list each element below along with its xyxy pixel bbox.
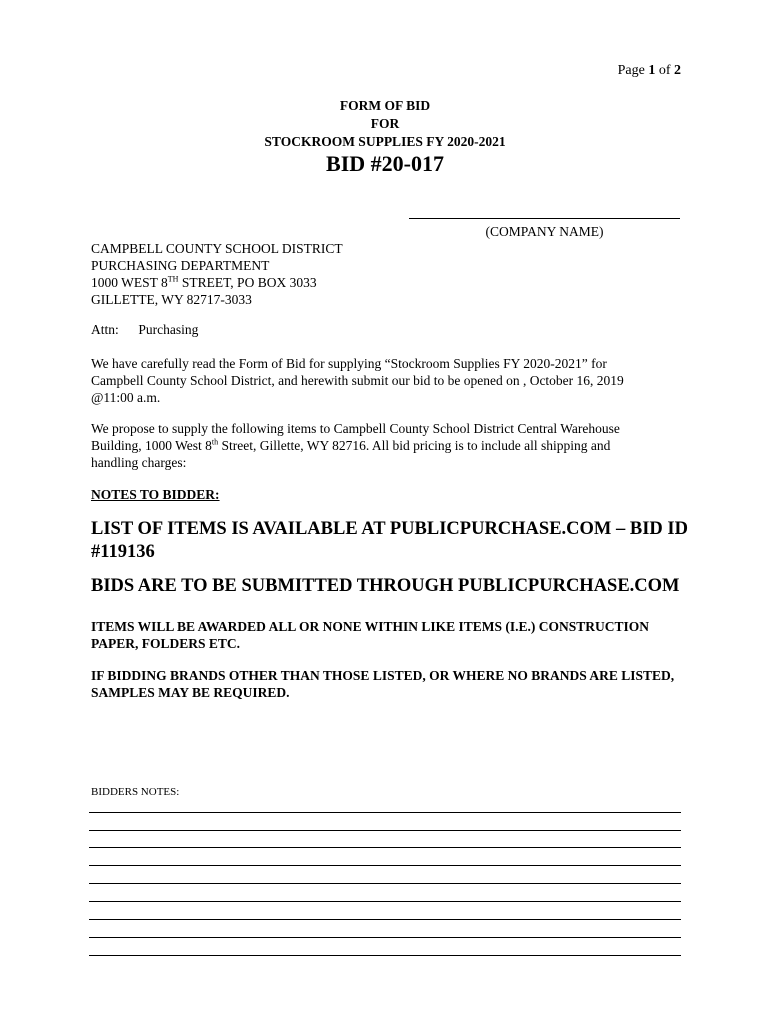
notes-line[interactable] — [89, 865, 681, 866]
notes-line[interactable] — [89, 812, 681, 813]
address-line-4: GILLETTE, WY 82717-3033 — [91, 292, 252, 307]
page-number — [618, 63, 681, 79]
notes-to-bidder-heading: NOTES TO BIDDER: — [91, 487, 220, 502]
district-address — [91, 240, 343, 308]
page-current: 1 — [648, 63, 656, 78]
address-line-3: 1000 WEST 8TH STREET, PO BOX 3033 — [91, 274, 317, 290]
company-name-label: (COMPANY NAME) — [485, 224, 604, 239]
bid-number: BID #20-017 — [326, 151, 444, 176]
company-name-line[interactable] — [409, 218, 680, 219]
bidders-notes-label: BIDDERS NOTES: — [91, 786, 180, 798]
page-total: 2 — [674, 63, 681, 78]
address-line-2: PURCHASING DEPARTMENT — [91, 258, 270, 273]
attn-label: Attn: — [91, 322, 119, 337]
items-list-notice: LIST OF ITEMS IS AVAILABLE AT PUBLICPURCHASE.COM – BID ID #119136 — [91, 519, 688, 562]
title-line-2: FOR — [370, 116, 400, 131]
notes-line[interactable] — [89, 937, 681, 938]
address-line-1: CAMPBELL COUNTY SCHOOL DISTRICT — [91, 241, 343, 256]
intro-paragraph: We have carefully read the Form of Bid for supplying “Stockroom Supplies FY 2020-2021” for Campbell County School District, and herewith submit our bid to be opened on , October 16, 2019 @11:00 a.m. — [91, 356, 624, 405]
notes-line[interactable] — [89, 847, 681, 848]
title-line-1: FORM OF BID — [339, 98, 431, 113]
award-note: ITEMS WILL BE AWARDED ALL OR NONE WITHIN LIKE ITEMS (I.E.) CONSTRUCTION PAPER, FOLDERS ETC. — [91, 619, 650, 651]
submission-notice: BIDS ARE TO BE SUBMITTED THROUGH PUBLICPURCHASE.COM — [91, 576, 680, 596]
page-of: of — [658, 63, 671, 78]
attention-line — [91, 322, 198, 338]
attn-value: Purchasing — [138, 322, 199, 337]
brands-note: IF BIDDING BRANDS OTHER THAN THOSE LISTED, OR WHERE NO BRANDS ARE LISTED, SAMPLES MAY BE REQUIRED. — [91, 668, 675, 700]
notes-line[interactable] — [89, 830, 681, 831]
title-line-3: STOCKROOM SUPPLIES FY 2020-2021 — [264, 134, 506, 149]
notes-line[interactable] — [89, 955, 681, 956]
notes-line[interactable] — [89, 883, 681, 884]
notes-line[interactable] — [89, 901, 681, 902]
notes-line[interactable] — [89, 919, 681, 920]
page-label: Page — [617, 63, 645, 78]
supply-paragraph: We propose to supply the following items to Campbell County School District Central Warehouse Building, 1000 West 8th Street, Gillette, WY 82716. All bid pricing is to include all shipping and handling charges: — [91, 421, 620, 470]
form-title — [0, 97, 770, 151]
